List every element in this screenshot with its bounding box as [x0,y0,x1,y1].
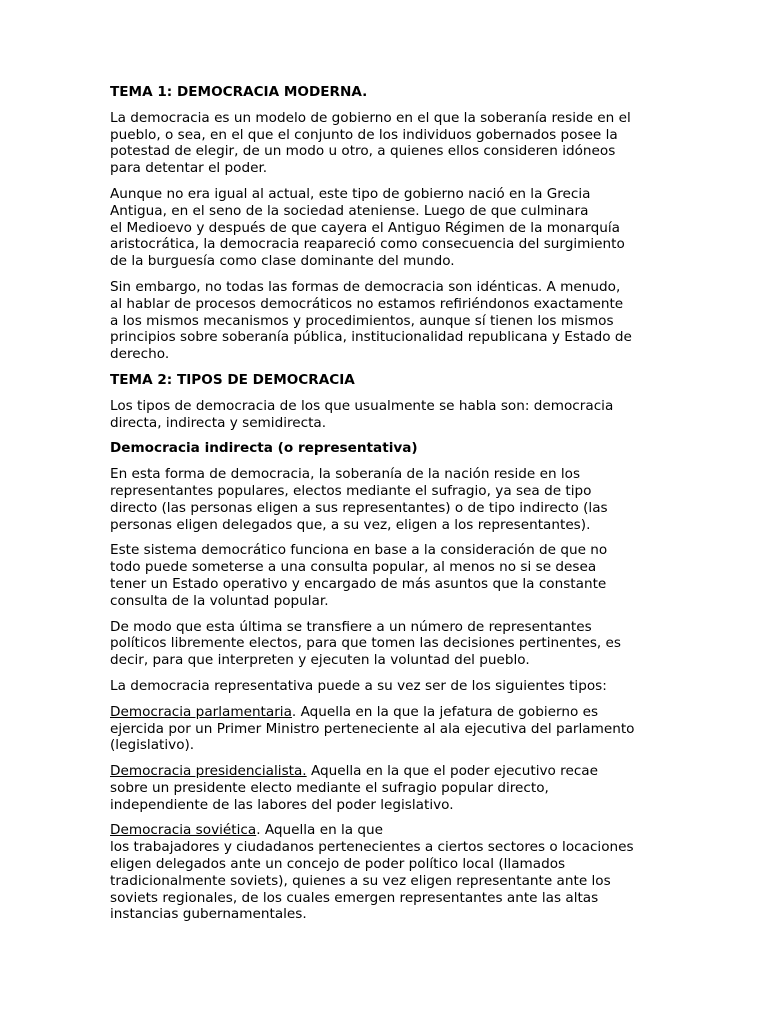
text-line: Este sistema democrático funciona en base a la consideración de que no [110,542,608,559]
text-line: potestad de elegir, de un modo u otro, a quienes ellos consideren idóneos [110,143,616,160]
text-line: Los tipos de democracia de los que usualmente se habla son: democracia [110,397,614,414]
tema2-intro [110,398,670,432]
text-line: para detentar el poder. [110,160,268,177]
text-line: De modo que esta última se transfiere a un número de representantes [110,618,592,635]
tema2-paragraph-2 [110,542,670,609]
text-line: tener un Estado operativo y encargado de más asuntos que la constante [110,575,607,592]
text-line: los trabajadores y ciudadanos pertenecientes a ciertos sectores o locaciones [110,839,634,856]
text-line: sobre un presidente electo mediante el sufragio popular directo, [110,779,549,796]
text-line: a los mismos mecanismos y procedimientos, aunque sí tienen los mismos [110,312,614,329]
text-line: todo puede someterse a una consulta popular, al menos no si se desea [110,559,597,576]
text-line: Sin embargo, no todas las formas de democracia son idénticas. A menudo, [110,278,621,295]
text-line: el Medioevo y después de que cayera el Antiguo Régimen de la monarquía [110,219,620,236]
text-line: principios sobre soberanía pública, institucionalidad republicana y Estado de [110,329,632,346]
tema1-paragraph-2 [110,186,670,270]
parlamentaria-term: Democracia parlamentaria [110,703,292,720]
text-line: Antigua, en el seno de la sociedad ateniense. Luego de que culminara [110,202,589,219]
text-line: decir, para que interpreten y ejecuten la voluntad del pueblo. [110,652,530,669]
text-line: derecho. [110,346,170,363]
tema1-title: TEMA 1: DEMOCRACIA MODERNA. [110,84,368,100]
text-line: directo (las personas eligen a sus representantes) o de tipo indirecto (las [110,499,608,516]
text-line: En esta forma de democracia, la soberanía de la nación reside en los [110,466,581,483]
text-line: directa, indirecta y semidirecta. [110,414,327,431]
text-line: políticos libremente electos, para que tomen las decisiones pertinentes, es [110,635,621,652]
tema2-paragraph-4 [110,678,670,695]
text-line: aristocrática, la democracia reapareció como consecuencia del surgimiento [110,236,625,253]
text-line: La democracia es un modelo de gobierno en el que la soberanía reside en el [110,109,631,126]
presidencialista-term: Democracia presidencialista. [110,763,307,780]
text-line [110,822,670,839]
document-page [110,84,670,932]
sovietica-first-line: . Aquella en la que [256,822,384,839]
text-line: pueblo, o sea, en el que el conjunto de los individuos gobernados posee la [110,126,618,143]
sovietica-paragraph [110,822,670,923]
parlamentaria-first-line: . Aquella en la que la jefatura de gobierno es [291,703,599,720]
text-line: La democracia representativa puede a su vez ser de los siguientes tipos: [110,677,607,694]
parlamentaria-paragraph [110,704,670,754]
text-line [110,763,670,780]
text-line: personas eligen delegados que, a su vez, eligen a los representantes). [110,516,591,533]
tema2-paragraph-3 [110,619,670,669]
text-line: eligen delegados ante un concejo de poder político local (llamados [110,856,566,873]
text-line: tradicionalmente soviets), quienes a su vez eligen representante ante los [110,872,611,889]
text-line: (legislativo). [110,737,195,754]
text-line: Aunque no era igual al actual, este tipo de gobierno nació en la Grecia [110,185,591,202]
text-line: de la burguesía como clase dominante del mundo. [110,253,455,270]
sovietica-term: Democracia soviética [110,822,257,839]
tema2-subtitle: Democracia indirecta (o representativa) [110,440,418,457]
tema2-title: TEMA 2: TIPOS DE DEMOCRACIA [110,371,355,388]
text-line: instancias gubernamentales. [110,906,307,923]
presidencialista-paragraph [110,763,670,813]
text-line: soviets regionales, de los cuales emergen representantes ante las altas [110,889,599,906]
text-line: independiente de las labores del poder legislativo. [110,796,454,813]
text-line: ejercida por un Primer Ministro perteneciente al ala ejecutiva del parlamento [110,720,635,737]
text-line [110,704,670,721]
tema1-paragraph-3 [110,279,670,363]
text-line: representantes populares, electos mediante el sufragio, ya sea de tipo [110,482,592,499]
tema1-paragraph-1 [110,110,670,177]
text-line: consulta de la voluntad popular. [110,592,329,609]
presidencialista-first-line: Aquella en la que el poder ejecutivo recae [306,763,599,780]
tema2-paragraph-1 [110,466,670,533]
text-line: al hablar de procesos democráticos no estamos refiriéndonos exactamente [110,295,624,312]
